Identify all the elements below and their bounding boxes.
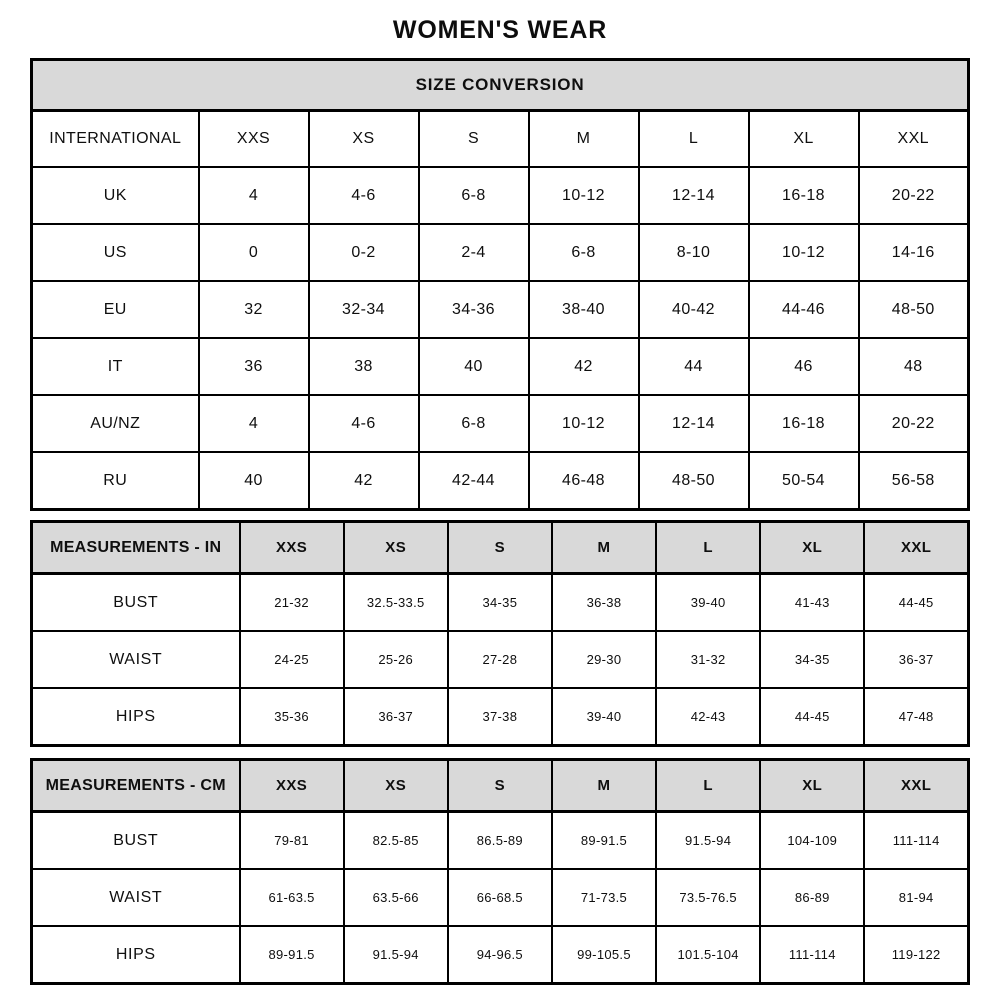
row-label-cell: UK [32, 167, 199, 224]
column-header-cell: L [656, 522, 760, 574]
value-cell: 8-10 [639, 224, 749, 281]
value-cell: 25-26 [344, 631, 448, 688]
table-row [32, 281, 969, 338]
column-header-cell: INTERNATIONAL [32, 111, 199, 168]
value-cell: 16-18 [749, 395, 859, 452]
value-cell: 0-2 [309, 224, 419, 281]
value-cell: 91.5-94 [344, 926, 448, 984]
value-cell: 73.5-76.5 [656, 869, 760, 926]
value-cell: 71-73.5 [552, 869, 656, 926]
column-header-cell: S [448, 522, 552, 574]
column-header-row [32, 522, 969, 574]
value-cell: 61-63.5 [240, 869, 344, 926]
value-cell: 41-43 [760, 574, 864, 632]
value-cell: 4-6 [309, 167, 419, 224]
value-cell: 4-6 [309, 395, 419, 452]
value-cell: 86.5-89 [448, 812, 552, 870]
column-header-cell: XXS [240, 760, 344, 812]
value-cell: 40 [199, 452, 309, 510]
value-cell: 29-30 [552, 631, 656, 688]
value-cell: 6-8 [419, 167, 529, 224]
column-header-cell: XS [344, 522, 448, 574]
table-row [32, 574, 969, 632]
value-cell: 4 [199, 395, 309, 452]
table-row [32, 812, 969, 870]
value-cell: 119-122 [864, 926, 968, 984]
value-cell: 16-18 [749, 167, 859, 224]
value-cell: 38-40 [529, 281, 639, 338]
value-cell: 44-45 [760, 688, 864, 746]
value-cell: 32 [199, 281, 309, 338]
column-header-cell: XXS [199, 111, 309, 168]
value-cell: 32-34 [309, 281, 419, 338]
row-label-cell: HIPS [32, 688, 240, 746]
value-cell: 79-81 [240, 812, 344, 870]
table-row [32, 926, 969, 984]
column-header-cell: S [448, 760, 552, 812]
value-cell: 91.5-94 [656, 812, 760, 870]
value-cell: 46 [749, 338, 859, 395]
value-cell: 36-38 [552, 574, 656, 632]
value-cell: 31-32 [656, 631, 760, 688]
value-cell: 39-40 [656, 574, 760, 632]
value-cell: 42 [309, 452, 419, 510]
column-header-cell: XXL [864, 760, 968, 812]
value-cell: 0 [199, 224, 309, 281]
row-label-cell: IT [32, 338, 199, 395]
value-cell: 89-91.5 [552, 812, 656, 870]
table-row [32, 224, 969, 281]
column-header-cell: M [552, 522, 656, 574]
column-header-cell: L [656, 760, 760, 812]
row-label-cell: BUST [32, 574, 240, 632]
column-header-row [32, 760, 969, 812]
row-label-cell: RU [32, 452, 199, 510]
value-cell: 94-96.5 [448, 926, 552, 984]
table-row [32, 631, 969, 688]
value-cell: 40-42 [639, 281, 749, 338]
value-cell: 40 [419, 338, 529, 395]
row-label-cell: BUST [32, 812, 240, 870]
value-cell: 42-44 [419, 452, 529, 510]
value-cell: 47-48 [864, 688, 968, 746]
value-cell: 10-12 [749, 224, 859, 281]
value-cell: 101.5-104 [656, 926, 760, 984]
row-label-cell: WAIST [32, 869, 240, 926]
value-cell: 44-45 [864, 574, 968, 632]
table-caption-row [32, 60, 969, 111]
value-cell: 6-8 [419, 395, 529, 452]
column-header-cell: XL [760, 760, 864, 812]
value-cell: 111-114 [864, 812, 968, 870]
value-cell: 34-36 [419, 281, 529, 338]
value-cell: 10-12 [529, 395, 639, 452]
measurements-cm-table [30, 758, 970, 985]
column-header-cell: L [639, 111, 749, 168]
value-cell: 89-91.5 [240, 926, 344, 984]
value-cell: 66-68.5 [448, 869, 552, 926]
measurements-in-table [30, 520, 970, 747]
row-label-cell: US [32, 224, 199, 281]
value-cell: 44 [639, 338, 749, 395]
column-header-row [32, 111, 969, 168]
value-cell: 46-48 [529, 452, 639, 510]
value-cell: 42-43 [656, 688, 760, 746]
value-cell: 34-35 [448, 574, 552, 632]
column-header-cell: S [419, 111, 529, 168]
table-title-cell: MEASUREMENTS - IN [32, 522, 240, 574]
value-cell: 56-58 [859, 452, 969, 510]
value-cell: 81-94 [864, 869, 968, 926]
table-title-cell: MEASUREMENTS - CM [32, 760, 240, 812]
column-header-cell: XXL [859, 111, 969, 168]
value-cell: 44-46 [749, 281, 859, 338]
value-cell: 63.5-66 [344, 869, 448, 926]
column-header-cell: M [529, 111, 639, 168]
value-cell: 111-114 [760, 926, 864, 984]
row-label-cell: EU [32, 281, 199, 338]
value-cell: 21-32 [240, 574, 344, 632]
value-cell: 42 [529, 338, 639, 395]
table-caption: SIZE CONVERSION [32, 60, 969, 111]
value-cell: 14-16 [859, 224, 969, 281]
size-conversion-table [30, 58, 970, 511]
row-label-cell: WAIST [32, 631, 240, 688]
column-header-cell: XS [309, 111, 419, 168]
value-cell: 50-54 [749, 452, 859, 510]
column-header-cell: XL [760, 522, 864, 574]
value-cell: 48-50 [639, 452, 749, 510]
column-header-cell: XXL [864, 522, 968, 574]
value-cell: 35-36 [240, 688, 344, 746]
value-cell: 20-22 [859, 167, 969, 224]
value-cell: 24-25 [240, 631, 344, 688]
table-row [32, 167, 969, 224]
value-cell: 12-14 [639, 395, 749, 452]
table-row [32, 452, 969, 510]
value-cell: 48-50 [859, 281, 969, 338]
value-cell: 2-4 [419, 224, 529, 281]
value-cell: 10-12 [529, 167, 639, 224]
table-row [32, 688, 969, 746]
value-cell: 12-14 [639, 167, 749, 224]
value-cell: 39-40 [552, 688, 656, 746]
row-label-cell: AU/NZ [32, 395, 199, 452]
column-header-cell: XL [749, 111, 859, 168]
value-cell: 34-35 [760, 631, 864, 688]
value-cell: 104-109 [760, 812, 864, 870]
value-cell: 82.5-85 [344, 812, 448, 870]
row-label-cell: HIPS [32, 926, 240, 984]
value-cell: 6-8 [529, 224, 639, 281]
value-cell: 20-22 [859, 395, 969, 452]
value-cell: 27-28 [448, 631, 552, 688]
value-cell: 48 [859, 338, 969, 395]
value-cell: 32.5-33.5 [344, 574, 448, 632]
value-cell: 36-37 [344, 688, 448, 746]
value-cell: 38 [309, 338, 419, 395]
value-cell: 4 [199, 167, 309, 224]
table-row [32, 869, 969, 926]
value-cell: 99-105.5 [552, 926, 656, 984]
value-cell: 37-38 [448, 688, 552, 746]
value-cell: 86-89 [760, 869, 864, 926]
page-title: WOMEN'S WEAR [392, 16, 608, 44]
column-header-cell: M [552, 760, 656, 812]
table-row [32, 338, 969, 395]
column-header-cell: XS [344, 760, 448, 812]
column-header-cell: XXS [240, 522, 344, 574]
value-cell: 36-37 [864, 631, 968, 688]
value-cell: 36 [199, 338, 309, 395]
table-row [32, 395, 969, 452]
